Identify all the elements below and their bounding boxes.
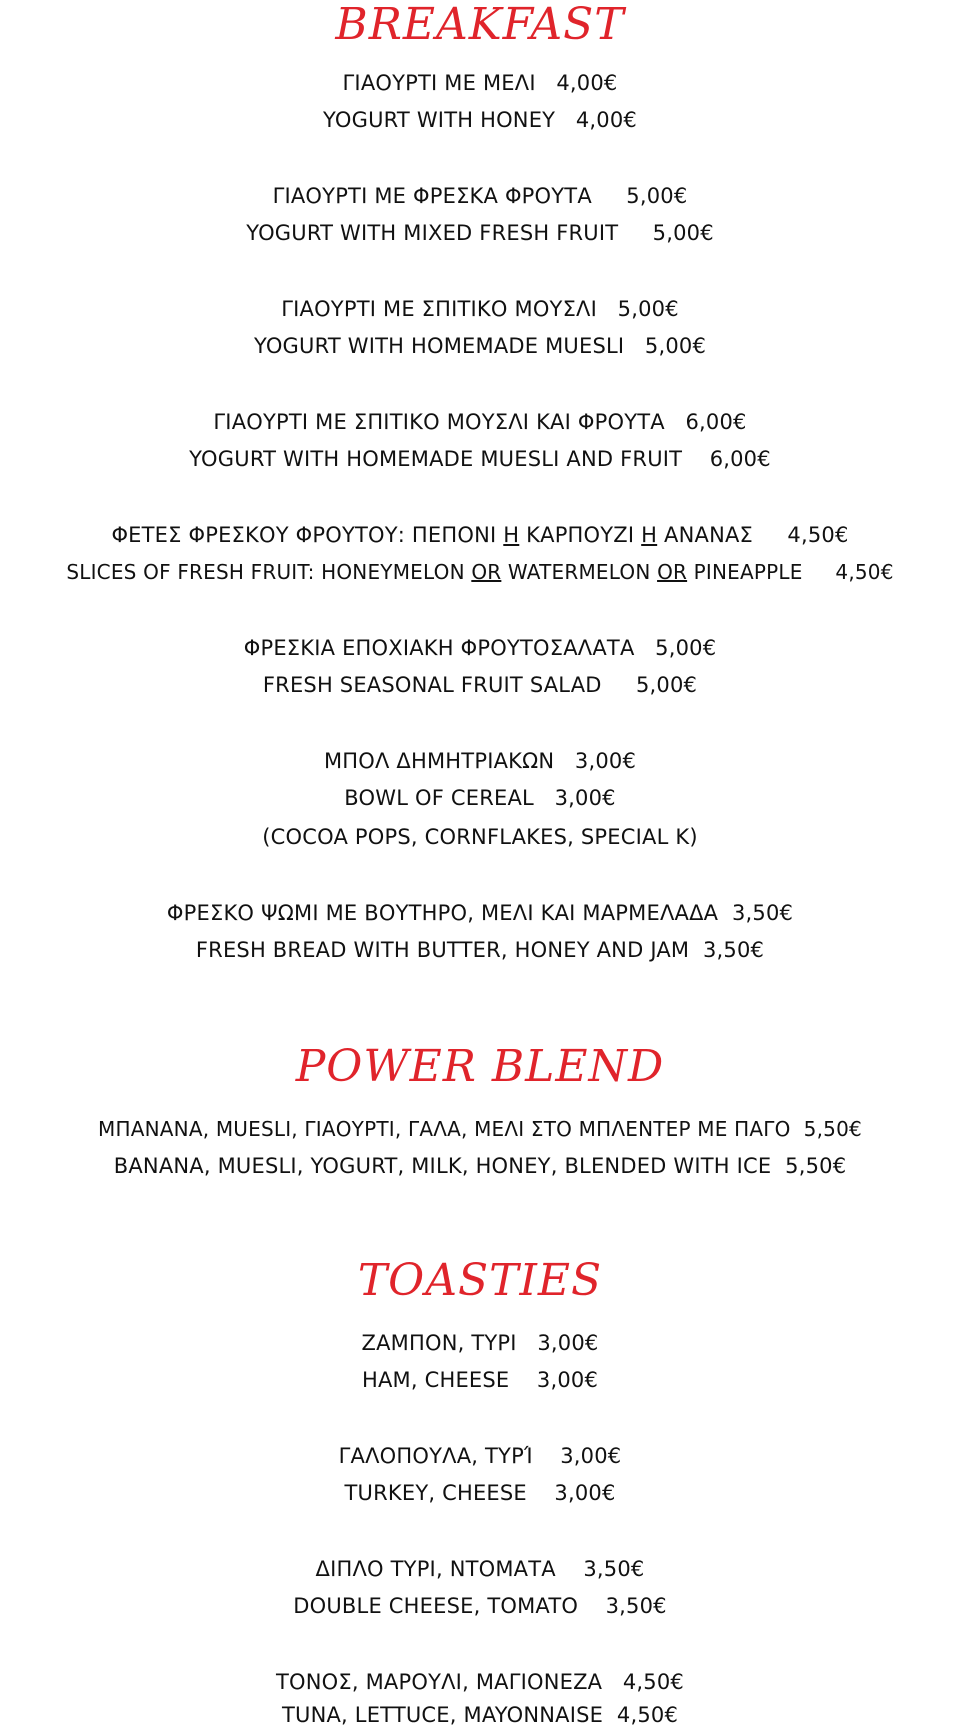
underlined-or: OR <box>471 560 502 584</box>
item-text: ΦΕΤΕΣ ΦΡΕΣΚΟΥ ΦΡΟΥΤΟΥ: ΠΕΠΟΝΙ <box>111 523 504 547</box>
item-text: PINEAPPLE 4,50€ <box>687 560 894 584</box>
menu-item-english <box>0 557 960 587</box>
menu-item-english: TUNA, LETTUCE, MAYONNAISE 4,50€ <box>281 1703 679 1727</box>
menu-item-greek: ΔΙΠΛΟ ΤΥΡΙ, ΝΤΟΜΑΤΑ 3,50€ <box>315 1557 645 1581</box>
item-text: SLICES OF FRESH FRUIT: HONEYMELON <box>66 560 472 584</box>
menu-item-english: HAM, CHEESE 3,00€ <box>361 1368 599 1392</box>
menu-item-greek: ΓΑΛΟΠΟΥΛΑ, ΤΥΡΊ 3,00€ <box>338 1444 622 1468</box>
menu-item-english: YOGURT WITH MIXED FRESH FRUIT 5,00€ <box>246 221 714 245</box>
menu-item-english: YOGURT WITH HONEY 4,00€ <box>323 108 637 132</box>
menu-item-greek: ΓΙΑΟΥΡΤΙ ΜΕ ΣΠΙΤΙΚΟ ΜΟΥΣΛΙ 5,00€ <box>281 297 679 321</box>
menu-item-english: YOGURT WITH HOMEMADE MUESLI 5,00€ <box>253 334 707 358</box>
menu-item-english: FRESH SEASONAL FRUIT SALAD 5,00€ <box>262 673 698 697</box>
menu-item-greek: ΜΠΟΛ ΔΗΜΗΤΡΙΑΚΩΝ 3,00€ <box>323 749 637 773</box>
menu-item-greek: ΓΙΑΟΥΡΤΙ ΜΕ ΣΠΙΤΙΚΟ ΜΟΥΣΛΙ ΚΑΙ ΦΡΟΥΤΑ 6,00€ <box>213 410 747 434</box>
power-blend-heading: POWER BLEND <box>295 1041 665 1092</box>
menu-item-english: TURKEY, CHEESE 3,00€ <box>344 1481 616 1505</box>
menu-item-greek: ΖΑΜΠΟΝ, ΤΥΡΙ 3,00€ <box>361 1331 599 1355</box>
menu-item-english: FRESH BREAD WITH BUTTER, HONEY AND JAM 3,50€ <box>195 938 765 962</box>
underlined-or: Η <box>641 523 658 547</box>
menu-item-english: BOWL OF CEREAL 3,00€ <box>344 786 616 810</box>
menu-item-greek: ΤΟΝΟΣ, ΜΑΡΟΥΛΙ, ΜΑΓΙΟΝΕΖΑ 4,50€ <box>275 1670 684 1694</box>
menu-item-english: BANANA, MUESLI, YOGURT, MILK, HONEY, BLENDED WITH ICE 5,50€ <box>113 1154 847 1178</box>
menu-item-greek: ΜΠΑΝΑΝΑ, MUESLI, ΓΙΑΟΥΡΤΙ, ΓΑΛΑ, ΜΕΛΙ ΣΤΟ ΜΠΛΕΝΤΕΡ ΜΕ ΠΑΓΟ 5,50€ <box>98 1117 862 1141</box>
toasties-heading: TOASTIES <box>357 1255 603 1306</box>
item-text: ΚΑΡΠΟΥΖΙ <box>519 523 642 547</box>
item-text: WATERMELON <box>501 560 658 584</box>
underlined-or: OR <box>657 560 688 584</box>
menu-item-greek <box>0 520 960 550</box>
breakfast-heading: BREAKFAST <box>335 0 625 50</box>
menu-item-english: DOUBLE CHEESE, TOMATO 3,50€ <box>293 1594 667 1618</box>
item-text: ΑΝΑΝΑΣ 4,50€ <box>657 523 849 547</box>
menu-item-greek: ΦΡΕΣΚΟ ΨΩΜΙ ΜΕ ΒΟΥΤΗΡΟ, ΜΕΛΙ ΚΑΙ ΜΑΡΜΕΛΑΔΑ 3,50€ <box>166 901 794 925</box>
menu-item-greek: ΓΙΑΟΥΡΤΙ ΜΕ ΦΡΕΣΚΑ ΦΡΟΥΤΑ 5,00€ <box>272 184 688 208</box>
menu-item-note: (COCOA POPS, CORNFLAKES, SPECIAL K) <box>262 825 698 849</box>
menu-item-greek: ΦΡΕΣΚΙΑ ΕΠΟΧΙΑΚΗ ΦΡΟΥΤΟΣΑΛΑΤΑ 5,00€ <box>243 636 717 660</box>
menu-item-greek: ΓΙΑΟΥΡΤΙ ΜΕ ΜΕΛΙ 4,00€ <box>342 71 618 95</box>
menu-item-english: YOGURT WITH HOMEMADE MUESLI AND FRUIT 6,00€ <box>189 447 771 471</box>
underlined-or: Η <box>503 523 520 547</box>
